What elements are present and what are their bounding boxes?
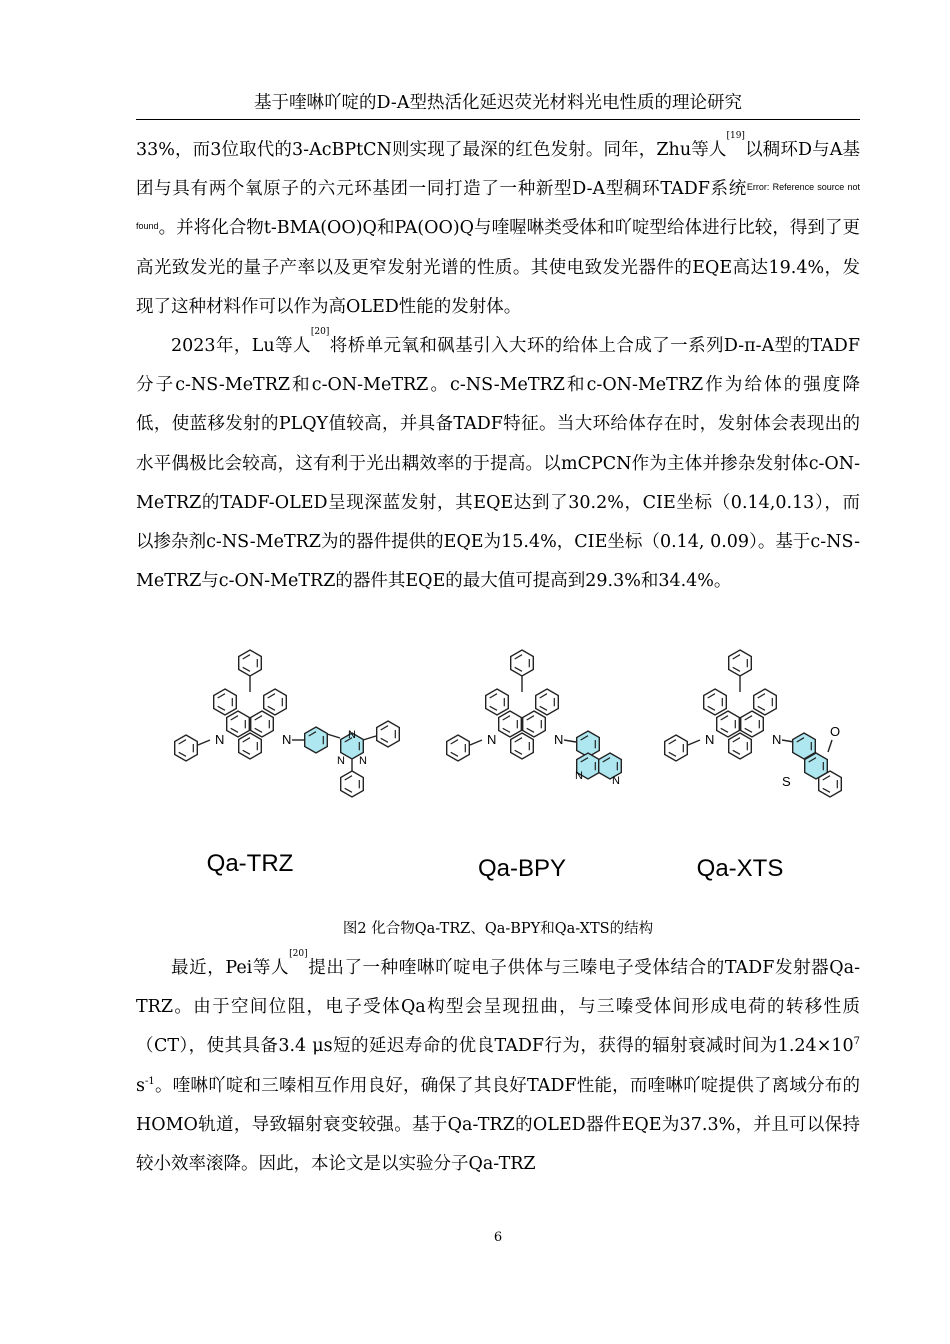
atom-n: N bbox=[337, 755, 345, 767]
atom-n: N bbox=[612, 775, 620, 787]
paragraph-3 bbox=[136, 949, 860, 1184]
text-run: 2023年，Lu等人 bbox=[171, 336, 311, 357]
figure-caption: 图2 化合物Qa-TRZ、Qa-BPY和Qa-XTS的结构 bbox=[342, 921, 654, 937]
page-number: 6 bbox=[493, 1230, 503, 1245]
atom-n: N bbox=[348, 729, 356, 741]
citation: [20] bbox=[310, 327, 330, 338]
atom-n: N bbox=[772, 732, 782, 747]
atom-n: N bbox=[487, 732, 497, 747]
atom-n: N bbox=[359, 755, 367, 767]
molecule-qa-bpy bbox=[447, 650, 622, 787]
atom-n: N bbox=[705, 732, 715, 747]
molecule-qa-xts bbox=[665, 650, 842, 797]
text-run: s bbox=[136, 1075, 145, 1096]
text-run: 最近，Pei等人 bbox=[171, 958, 290, 978]
text-run: 提出了一种喹啉吖啶电子供体与三嗪电子受体结合的TADF发射器Qa-TRZ。由于空间位阻，电子受体Qa构型会呈现扭曲，与三嗪受体间形成电荷的转移性质（CT），使其具备3.4 μs短的延迟寿命的优良TADF行为，获得的辐射衰减时间为1.24×10 bbox=[136, 958, 860, 1057]
figure-structures bbox=[170, 640, 850, 890]
atom-s: S bbox=[782, 774, 791, 789]
label-qa-trz: Qa-TRZ bbox=[206, 850, 294, 877]
running-header: 基于喹啉吖啶的D-A型热活化延迟荧光材料光电性质的理论研究 bbox=[136, 91, 860, 120]
text-run: 。喹啉吖啶和三嗪相互作用良好，确保了其良好TADF性能，而喹啉吖啶提供了离域分布的HOMO轨道，导致辐射衰变较强。基于Qa-TRZ的OLED器件EQE为37.3%，并且可以保持较小效率滚降。因此，本论文是以实验分子Qa-TRZ bbox=[136, 1075, 860, 1175]
molecule-qa-trz bbox=[175, 650, 400, 797]
label-qa-bpy: Qa-BPY bbox=[477, 855, 567, 882]
text-run: 33%，而3位取代的3-AcBPtCN则实现了最深的红色发射。同年，Zhu等人 bbox=[136, 140, 727, 160]
body-text-top bbox=[136, 131, 860, 601]
text-run: 以稠环D与A基团与具有两个氧原子的六元环基团一同打造了一种新型D-A型稠环TADF系统 bbox=[136, 140, 860, 200]
atom-n: N bbox=[554, 732, 564, 747]
superscript: -1 bbox=[144, 1075, 155, 1087]
paragraph-1 bbox=[136, 131, 860, 327]
atom-n: N bbox=[282, 732, 292, 747]
reference-error: Error: Reference source not found bbox=[136, 182, 860, 232]
text-run: 。并将化合物t-BMA(OO)Q和PA(OO)Q与喹喔啉类受体和吖啶型给体进行比较，得到了更高光致发光的量子产率以及更窄发射光谱的性质。其使电致发光器件的EQE高达19.4%，发现了这种材料作可以作为高OLED性能的发射体。 bbox=[136, 218, 860, 317]
atom-o: O bbox=[830, 724, 841, 739]
atom-n: N bbox=[575, 770, 583, 782]
atom-n: N bbox=[215, 732, 225, 747]
body-text-bottom bbox=[136, 949, 860, 1184]
citation: [20] bbox=[289, 949, 308, 959]
superscript: 7 bbox=[853, 1036, 860, 1048]
label-qa-xts: Qa-XTS bbox=[696, 855, 784, 882]
citation: [19] bbox=[726, 131, 745, 141]
paragraph-2 bbox=[136, 327, 860, 601]
text-run: 将桥单元氧和砜基引入大环的给体上合成了一系列D-π-A型的TADF分子c-NS-MeTRZ和c-ON-MeTRZ。c-NS-MeTRZ和c-ON-MeTRZ作为给体的强度降低，使蓝移发射的PLQY值较高，并具备TADF特征。当大环给体存在时，发射体会表现出的水平偶极比会较高，这有利于光出耦效率的于提高。以mCPCN作为主体并掺杂发射体c-ON-MeTRZ的TADF-OLED呈现深蓝发射，其EQE达到了30.2%，CIE坐标（0.14,0.13），而以掺杂剂c-NS-MeTRZ为的器件提供的EQE为15.4%，CIE坐标（0.14, 0.09）。基于c-NS-MeTRZ与c-ON-MeTRZ的器件其EQE的最大值可提高到29.3%和34.4%。 bbox=[136, 336, 860, 592]
